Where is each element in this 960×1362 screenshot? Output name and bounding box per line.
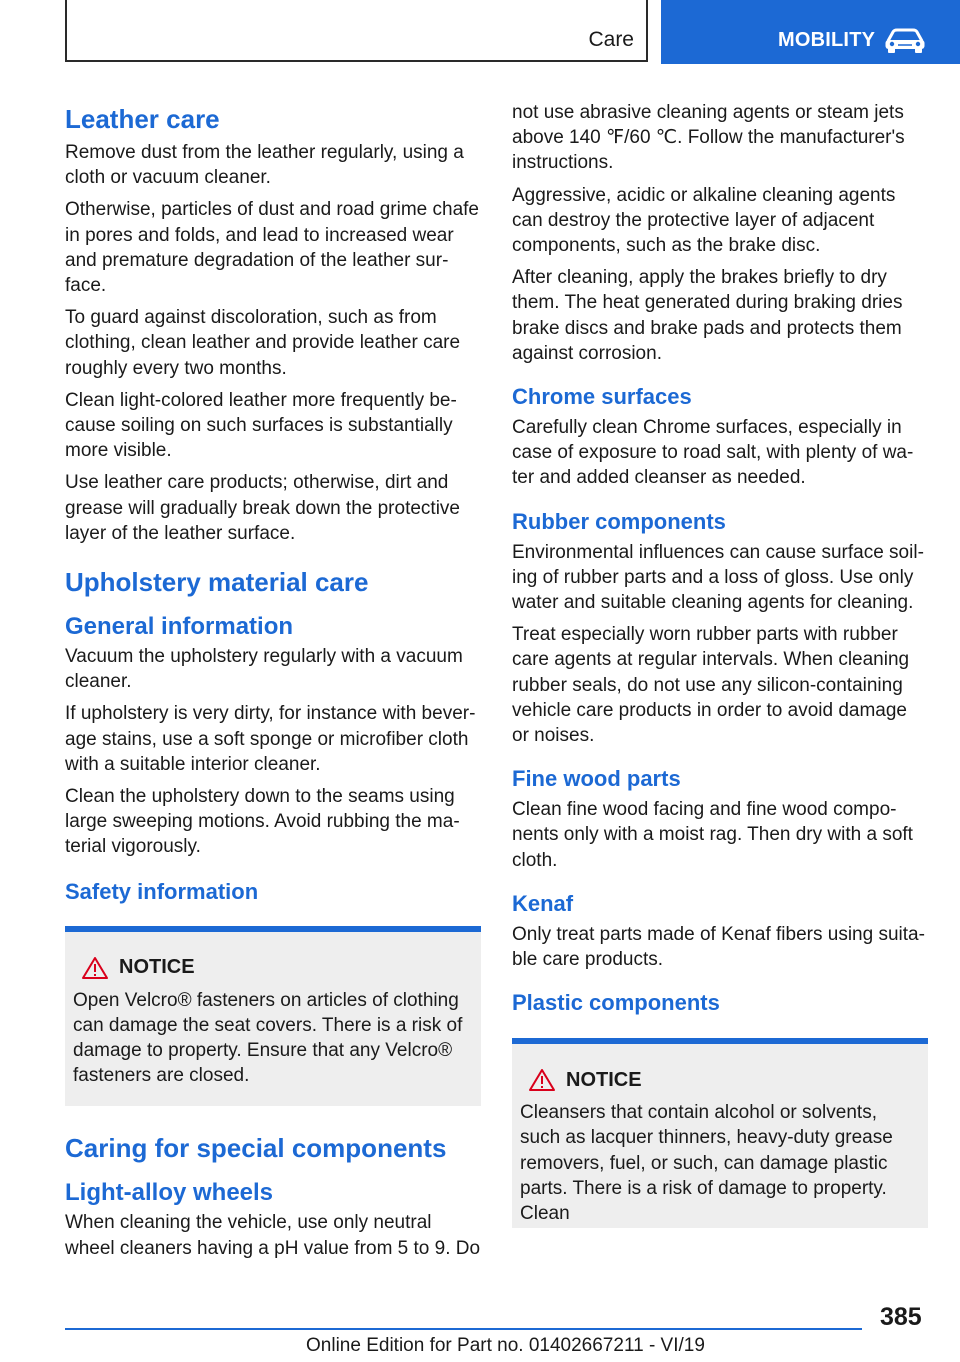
notice-header — [528, 1068, 920, 1092]
footer-edition: Online Edition for Part no. 01402667211 - VI/19 — [306, 1335, 705, 1356]
notice-box-velcro — [65, 926, 481, 1107]
header-chapter-tab — [661, 0, 960, 64]
kenaf-paragraph-1: Only treat parts made of Kenaf fibers using suitable care products. — [512, 923, 925, 971]
left-column — [65, 100, 481, 1268]
wheels-paragraph-2: Aggressive, acidic or alkaline cleaning agents can destroy the protective layer of adjacent components, such as the brake disc. — [512, 184, 896, 257]
header-section-title: Care — [588, 28, 634, 51]
notice-label: NOTICE — [119, 956, 195, 979]
leather-paragraph-3: To guard against discoloration, such as from clothing, clean leather and provide leather care roughly every two months. — [65, 307, 461, 379]
leather-paragraph-5: Use leather care products; otherwise, dirt and grease will gradually break down the protective layer of the leather surface. — [65, 472, 460, 544]
general-information-heading: General information — [65, 613, 294, 641]
header-chapter-title: MOBILITY — [778, 29, 876, 51]
leather-paragraph-1: Remove dust from the leather regularly, using a cloth or vacuum cleaner. — [65, 142, 464, 189]
notice-label: NOTICE — [566, 1068, 642, 1091]
wheels-paragraph-continued: not use abrasive cleaning agents or steam jets above 140 ℉/60 ℃. Follow the manufacturer's instructions. — [512, 102, 905, 174]
rubber-paragraph-1: Environmental influences can cause surface soiling of rubber parts and a loss of gloss. Use only water and suitable cleaning agents for cleaning. — [512, 541, 924, 614]
chrome-surfaces-heading: Chrome surfaces — [512, 384, 692, 410]
warning-triangle-icon — [81, 956, 109, 980]
leather-care-heading: Leather care — [65, 104, 220, 134]
notice-text: Open Velcro® fasteners on articles of clothing can damage the seat covers. There is a risk of damage to property. Ensure that any Velcro® fasteners are closed. — [73, 989, 463, 1087]
notice-text: Cleansers that contain alcohol or solvents, such as lacquer thinners, heavy-duty grease removers, fuel, or such, can damage plastic parts. There is a risk of damage to property. Clean — [520, 1102, 893, 1225]
header-section-box — [65, 0, 648, 62]
leather-paragraph-4: Clean light-colored leather more frequently because soiling on such surfaces is substantially more visible. — [65, 389, 457, 462]
wheels-paragraph-1: When cleaning the vehicle, use only neutral wheel cleaners having a pH value from 5 to 9. Do — [65, 1212, 481, 1259]
light-alloy-wheels-heading: Light-alloy wheels — [65, 1179, 274, 1207]
general-paragraph-2: If upholstery is very dirty, for instance with beverage stains, use a soft sponge or microfiber cloth with a suitable interior cleaner. — [65, 703, 476, 775]
notice-box-plastic — [512, 1038, 928, 1228]
wood-paragraph-1: Clean fine wood facing and fine wood components only with a moist rag. Then dry with a soft cloth. — [512, 799, 913, 871]
rubber-components-heading: Rubber components — [512, 508, 726, 534]
warning-triangle-icon — [528, 1068, 556, 1092]
general-paragraph-1: Vacuum the upholstery regularly with a vacuum cleaner. — [65, 646, 463, 693]
right-column — [512, 100, 928, 1228]
car-icon — [884, 28, 926, 54]
kenaf-heading: Kenaf — [512, 890, 574, 916]
fine-wood-heading: Fine wood parts — [512, 766, 681, 792]
page-number: 385 — [880, 1303, 922, 1331]
plastic-components-heading: Plastic components — [512, 990, 720, 1016]
wheels-paragraph-3: After cleaning, apply the brakes briefly to dry them. The heat generated during braking dries brake discs and brake pads and protects them against corrosion. — [512, 267, 903, 364]
upholstery-heading: Upholstery material care — [65, 567, 369, 598]
leather-paragraph-2: Otherwise, particles of dust and road grime chafe in pores and folds, and lead to increased wear and premature degradation of the leather surface. — [65, 199, 479, 297]
safety-information-heading: Safety information — [65, 878, 259, 904]
chrome-paragraph-1: Carefully clean Chrome surfaces, especially in case of exposure to road salt, with plenty of water and added cleanser as needed. — [512, 417, 914, 489]
general-paragraph-3: Clean the upholstery down to the seams using large sweeping motions. Avoid rubbing the material vigorously. — [65, 786, 460, 858]
rubber-paragraph-2: Treat especially worn rubber parts with rubber care agents at regular intervals. When cleaning rubber seals, do not use any silicon-containing vehicle care products in order to avoid damage or noises. — [512, 624, 910, 747]
footer-rule — [65, 1328, 862, 1330]
special-components-heading: Caring for special components — [65, 1133, 447, 1164]
notice-header — [81, 956, 473, 980]
